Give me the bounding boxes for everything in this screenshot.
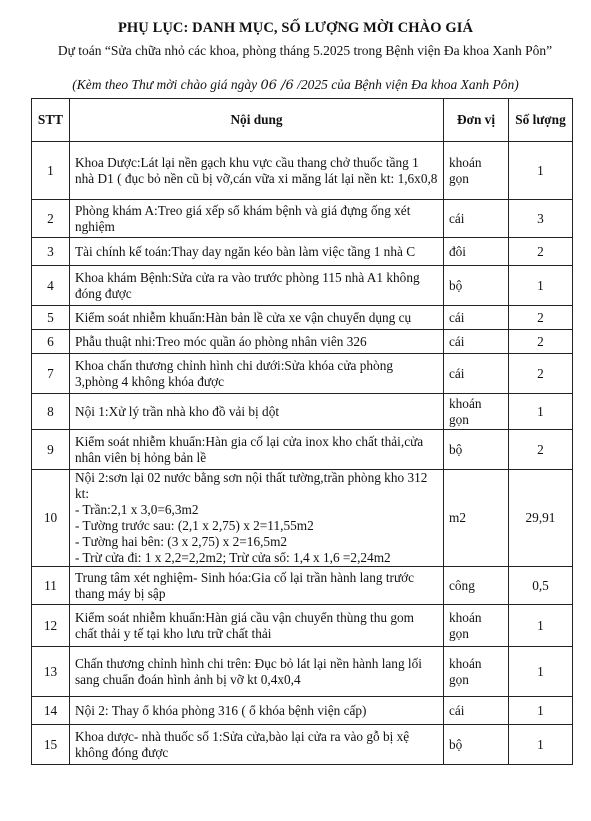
row-quantity: 2 xyxy=(509,238,573,266)
row-unit: cái xyxy=(444,200,509,238)
table-row xyxy=(32,330,573,354)
row-unit: bộ xyxy=(444,430,509,470)
row-unit: cái xyxy=(444,330,509,354)
table-row xyxy=(32,470,573,567)
table-row xyxy=(32,354,573,394)
header-unit: Đơn vị xyxy=(444,99,509,142)
row-quantity: 1 xyxy=(509,394,573,430)
row-unit: cái xyxy=(444,697,509,725)
row-quantity: 2 xyxy=(509,330,573,354)
table-header-row xyxy=(32,99,573,142)
table-row xyxy=(32,725,573,765)
table-row xyxy=(32,647,573,697)
row-stt: 5 xyxy=(32,306,70,330)
row-unit: m2 xyxy=(444,470,509,567)
row-quantity: 3 xyxy=(509,200,573,238)
table-row xyxy=(32,605,573,647)
table-row xyxy=(32,142,573,200)
row-quantity: 2 xyxy=(509,306,573,330)
row-quantity: 1 xyxy=(509,725,573,765)
row-quantity: 1 xyxy=(509,142,573,200)
quotation-table xyxy=(31,98,573,765)
row-stt: 11 xyxy=(32,567,70,605)
row-content: Nội 2: Thay ổ khóa phòng 316 ( ổ khóa bệnh viện cấp) xyxy=(70,697,444,725)
row-quantity: 2 xyxy=(509,354,573,394)
table-row xyxy=(32,266,573,306)
page-subtitle: Dự toán “Sửa chữa nhỏ các khoa, phòng tháng 5.2025 trong Bệnh viện Đa khoa Xanh Pôn” xyxy=(57,43,553,58)
page-title: PHỤ LỤC: DANH MỤC, SỐ LƯỢNG MỜI CHÀO GIÁ xyxy=(117,20,474,36)
row-content: Khoa Dược:Lát lại nền gạch khu vực cầu thang chở thuốc tầng 1 nhà D1 ( đục bỏ nền cũ bị vỡ,cán vữa xi măng lát lại nền kt: 1,6x0,8 xyxy=(70,142,444,200)
table-row xyxy=(32,306,573,330)
table-row xyxy=(32,238,573,266)
row-quantity: 0,5 xyxy=(509,567,573,605)
table-row xyxy=(32,567,573,605)
row-stt: 8 xyxy=(32,394,70,430)
row-content: Kiểm soát nhiễm khuẩn:Hàn bản lề cửa xe vận chuyển dụng cụ xyxy=(70,306,444,330)
row-content: Khoa khám Bệnh:Sửa cửa ra vào trước phòng 115 nhà A1 không đóng được xyxy=(70,266,444,306)
row-content: Kiểm soát nhiễm khuẩn:Hàn giá cầu vận chuyển thùng thu gom chất thải y tế tại kho lưu trữ chất thải xyxy=(70,605,444,647)
row-content xyxy=(70,470,444,567)
content-line: - Tường hai bên: (3 x 2,75) x 2=16,5m2 xyxy=(75,534,288,549)
content-line: Nội 2:sơn lại 02 nước bằng sơn nội thất tường,trần phòng kho 312 kt: xyxy=(75,470,428,501)
row-content: Chấn thương chỉnh hình chi trên: Đục bỏ lát lại nền hành lang lối sang chuẩn đoán hình ảnh bị vỡ kt 0,4x0,4 xyxy=(70,647,444,697)
table-row xyxy=(32,394,573,430)
note-suffix: /2025 của Bệnh viện Đa khoa Xanh Pôn) xyxy=(293,77,519,92)
note-prefix: (Kèm theo Thư mời chào giá ngày xyxy=(72,77,261,92)
row-stt: 10 xyxy=(32,470,70,567)
row-content: Phẫu thuật nhi:Treo móc quần áo phòng nhân viên 326 xyxy=(70,330,444,354)
row-content: Khoa dược- nhà thuốc số 1:Sửa cửa,bào lại cửa ra vào gỗ bị xệ không đóng được xyxy=(70,725,444,765)
row-stt: 7 xyxy=(32,354,70,394)
row-stt: 4 xyxy=(32,266,70,306)
row-unit: khoán gọn xyxy=(444,605,509,647)
row-unit: cái xyxy=(444,354,509,394)
row-quantity: 29,91 xyxy=(509,470,573,567)
row-unit: khoán gọn xyxy=(444,647,509,697)
header-stt: STT xyxy=(32,99,70,142)
row-content: Nội 1:Xử lý trần nhà kho đồ vải bị dột xyxy=(70,394,444,430)
row-stt: 15 xyxy=(32,725,70,765)
content-line: - Tường trước sau: (2,1 x 2,75) x 2=11,55m2 xyxy=(75,518,314,533)
table-row xyxy=(32,200,573,238)
row-unit: bộ xyxy=(444,266,509,306)
attachment-note xyxy=(0,77,591,93)
row-unit: khoán gọn xyxy=(444,142,509,200)
header-content: Nội dung xyxy=(70,99,444,142)
row-content: Kiểm soát nhiễm khuẩn:Hàn gia cố lại cửa inox kho chất thải,cửa nhân viên bị hỏng bản lề xyxy=(70,430,444,470)
row-stt: 1 xyxy=(32,142,70,200)
table-row xyxy=(32,430,573,470)
row-quantity: 1 xyxy=(509,266,573,306)
row-quantity: 2 xyxy=(509,430,573,470)
row-content: Tài chính kế toán:Thay day ngăn kéo bàn làm việc tầng 1 nhà C xyxy=(70,238,444,266)
row-unit: cái xyxy=(444,306,509,330)
row-stt: 3 xyxy=(32,238,70,266)
row-content: Trung tâm xét nghiệm- Sinh hóa:Gia cố lại trần hành lang trước thang máy bị sập xyxy=(70,567,444,605)
row-stt: 12 xyxy=(32,605,70,647)
row-unit: công xyxy=(444,567,509,605)
row-quantity: 1 xyxy=(509,605,573,647)
row-stt: 13 xyxy=(32,647,70,697)
row-stt: 6 xyxy=(32,330,70,354)
row-quantity: 1 xyxy=(509,697,573,725)
content-line: - Trần:2,1 x 3,0=6,3m2 xyxy=(75,502,199,517)
row-stt: 14 xyxy=(32,697,70,725)
handwritten-date: 06 /6 xyxy=(260,78,294,93)
row-content: Phòng khám A:Treo giá xếp sổ khám bệnh và giá đựng ống xét nghiệm xyxy=(70,200,444,238)
row-quantity: 1 xyxy=(509,647,573,697)
content-line: - Trừ cửa đi: 1 x 2,2=2,2m2; Trừ cửa sổ: 1,4 x 1,6 =2,24m2 xyxy=(75,550,391,565)
row-unit: đôi xyxy=(444,238,509,266)
row-stt: 2 xyxy=(32,200,70,238)
table-row xyxy=(32,697,573,725)
row-stt: 9 xyxy=(32,430,70,470)
row-unit: bộ xyxy=(444,725,509,765)
header-quantity: Số lượng xyxy=(509,99,573,142)
row-content: Khoa chấn thương chỉnh hình chi dưới:Sửa khóa cửa phòng 3,phòng 4 không khóa được xyxy=(70,354,444,394)
row-unit: khoán gọn xyxy=(444,394,509,430)
